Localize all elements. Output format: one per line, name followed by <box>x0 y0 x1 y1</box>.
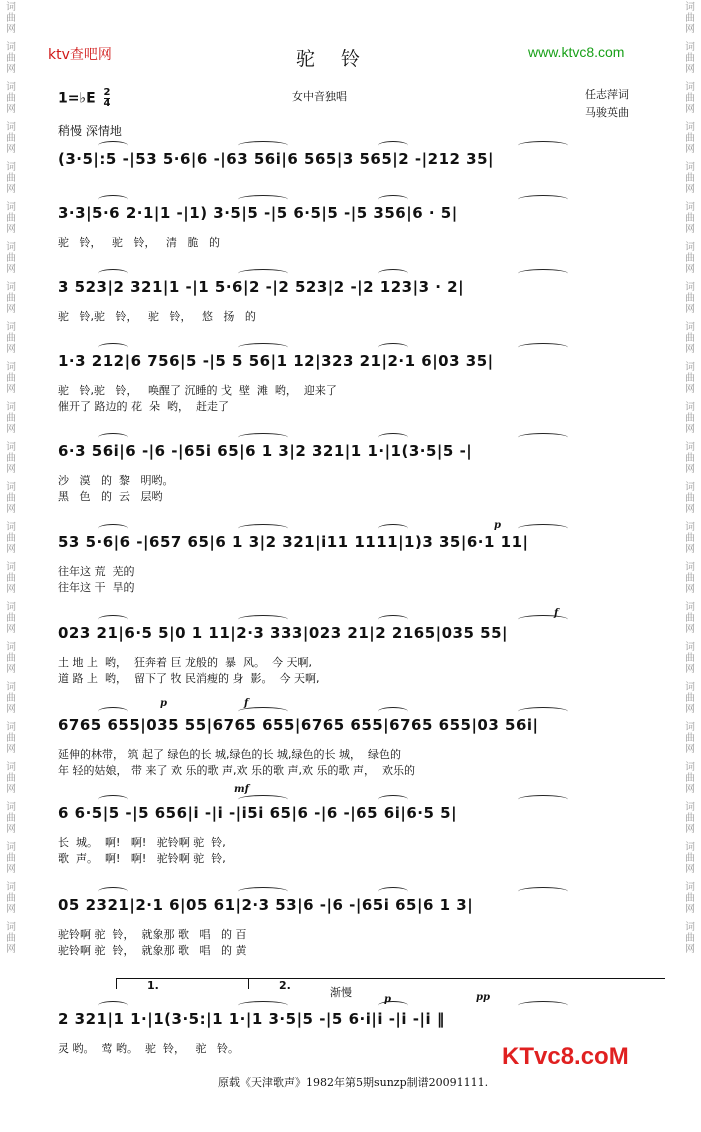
lyric-line-1: 长 城。 啊! 啊! 驼铃啊 驼 铃, <box>58 836 226 849</box>
slur-mark <box>98 195 128 204</box>
score-row <box>58 1010 634 1055</box>
dynamic-mark: p <box>494 520 501 531</box>
notation-line: 023 21|6·5 5|0 1 11|2·3 333|023 21|2 2165|035 55| <box>58 624 509 642</box>
ritardando-marking: 渐慢 <box>330 986 352 999</box>
slur-mark <box>518 524 568 533</box>
time-signature <box>104 88 111 109</box>
slur-mark <box>238 433 288 442</box>
slur-mark <box>518 433 568 442</box>
watermark-glyph: 词 曲 网 <box>685 842 695 875</box>
watermark-glyph: 词 曲 网 <box>6 842 16 875</box>
slur-mark <box>238 795 288 804</box>
watermark-glyph: 词 曲 网 <box>685 362 695 395</box>
watermark-glyph: 词 曲 网 <box>6 882 16 915</box>
score-row <box>58 150 634 168</box>
lyric-line-1: 往年这 荒 芜的 <box>58 565 135 578</box>
watermark-glyph: 词 曲 网 <box>685 442 695 475</box>
slur-mark <box>238 195 288 204</box>
watermark-glyph: 词 曲 网 <box>6 42 16 75</box>
watermark-glyph: 词 曲 网 <box>685 642 695 675</box>
key-signature <box>58 88 110 109</box>
lyric-line-1: 驼铃啊 驼 铃， 就象那 歌 唱 的 百 <box>58 928 247 941</box>
watermark-glyph: 词 曲 网 <box>685 202 695 235</box>
score-row <box>58 278 634 323</box>
slur-mark <box>518 707 568 716</box>
lyric-line-2: 黑 色 的 云 层哟 <box>58 490 163 503</box>
time-bottom: 4 <box>103 98 111 109</box>
dynamic-mark: p <box>160 698 167 709</box>
watermark-glyph: 词 曲 网 <box>685 722 695 755</box>
slur-mark <box>518 887 568 896</box>
score-row <box>58 352 634 413</box>
brand-right-url[interactable]: www.ktvc8.com <box>528 44 625 60</box>
lyric-line-2: 年 轻的姑娘， 带 来了 欢 乐的歌 声,欢 乐的歌 声,欢 乐的歌 声， 欢乐的 <box>58 764 415 777</box>
dynamic-mark: f <box>244 698 249 709</box>
watermark-glyph: 词 曲 网 <box>685 2 695 35</box>
slur-mark <box>98 433 128 442</box>
slur-mark <box>238 615 288 624</box>
watermark-glyph: 词 曲 网 <box>6 682 16 715</box>
slur-mark <box>378 141 408 150</box>
score-row <box>58 204 634 249</box>
watermark-glyph: 词 曲 网 <box>6 202 16 235</box>
slur-mark <box>98 141 128 150</box>
watermark-glyph: 词 曲 网 <box>685 602 695 635</box>
lyric-line-1: 沙 漠 的 黎 明哟。 <box>58 474 174 487</box>
watermark-glyph: 词 曲 网 <box>6 362 16 395</box>
side-watermark-left <box>0 0 22 1132</box>
slur-mark <box>98 887 128 896</box>
watermark-glyph: 词 曲 网 <box>6 722 16 755</box>
slur-mark <box>518 141 568 150</box>
score-row <box>58 624 634 685</box>
lyric-line-2: 往年这 干 旱的 <box>58 581 135 594</box>
lyricist: 任志萍词 <box>585 88 629 101</box>
brand-left[interactable]: ktv查吧网 <box>48 47 112 63</box>
side-watermark-right <box>679 0 701 1132</box>
lyric-line-2: 驼铃啊 驼 铃， 就象那 歌 唱 的 黄 <box>58 944 247 957</box>
notation-line: (3·5|:5 -|53 5·6|6 -|63 56i|6 565|3 565|2 -|212 35| <box>58 150 495 168</box>
lyric-line-1: 驼 铃， 驼 铃， 清 脆 的 <box>58 236 220 249</box>
watermark-glyph: 词 曲 网 <box>685 522 695 555</box>
slur-mark <box>518 615 568 624</box>
slur-mark <box>518 195 568 204</box>
score-row <box>58 533 634 594</box>
notation-line: 6765 655|035 55|6765 655|6765 655|6765 655|03 56i| <box>58 716 539 734</box>
volta-first-ending: 1. <box>116 978 265 989</box>
ktvc8-logo <box>500 1040 650 1074</box>
slur-mark <box>238 343 288 352</box>
lyric-line-1: 灵 哟。 莺 哟。 驼 铃， 驼 铃。 <box>58 1042 239 1055</box>
notation-line: 05 2321|2·1 6|05 61|2·3 53|6 -|6 -|65i 65|6 1 3| <box>58 896 474 914</box>
notation-line: 2 321|1 1·|1(3·5:|1 1·|1 3·5|5 -|5 6·i|i -|i -|i ‖ <box>58 1010 445 1028</box>
slur-mark <box>238 887 288 896</box>
lyric-line-1: 驼 铃,驼 铃， 驼 铃， 悠 扬 的 <box>58 310 256 323</box>
watermark-glyph: 词 曲 网 <box>6 482 16 515</box>
watermark-glyph: 词 曲 网 <box>6 2 16 35</box>
watermark-glyph: 词 曲 网 <box>6 562 16 595</box>
notation-line: 6·3 56i|6 -|6 -|65i 65|6 1 3|2 321|1 1·|1(3·5|5 -| <box>58 442 473 460</box>
watermark-glyph: 词 曲 网 <box>685 242 695 275</box>
watermark-glyph: 词 曲 网 <box>685 882 695 915</box>
watermark-glyph: 词 曲 网 <box>6 402 16 435</box>
volta-second-ending: 2. <box>248 978 665 989</box>
time-top: 2 <box>103 87 111 98</box>
slur-mark <box>378 195 408 204</box>
watermark-glyph: 词 曲 网 <box>6 522 16 555</box>
watermark-glyph: 词 曲 网 <box>6 322 16 355</box>
notation-line: 53 5·6|6 -|657 65|6 1 3|2 321|i11 1111|1)3 35|6·1 11| <box>58 533 529 551</box>
watermark-glyph: 词 曲 网 <box>685 922 695 955</box>
watermark-glyph: 词 曲 网 <box>685 82 695 115</box>
watermark-glyph: 词 曲 网 <box>6 242 16 275</box>
watermark-glyph: 词 曲 网 <box>6 602 16 635</box>
slur-mark <box>238 524 288 533</box>
slur-mark <box>98 615 128 624</box>
song-title: 驼 铃 <box>296 48 371 70</box>
dynamic-mark: pp <box>476 992 490 1003</box>
notation-line: 3·3|5·6 2·1|1 -|1) 3·5|5 -|5 6·5|5 -|5 356|6 · 5| <box>58 204 458 222</box>
lyric-line-2: 催开了 路边的 花 朵 哟， 赶走了 <box>58 400 229 413</box>
watermark-glyph: 词 曲 网 <box>685 162 695 195</box>
watermark-glyph: 词 曲 网 <box>6 762 16 795</box>
lyric-line-1: 土 地 上 哟， 狂奔着 巨 龙般的 暴 风。 今 天啊, <box>58 656 312 669</box>
slur-mark <box>378 343 408 352</box>
slur-mark <box>98 795 128 804</box>
lyric-line-1: 驼 铃,驼 铃， 唤醒了 沉睡的 戈 壁 滩 哟， 迎来了 <box>58 384 337 397</box>
notation-line: 6 6·5|5 -|5 656|i -|i -|i5i 65|6 -|6 -|65 6i|6·5 5| <box>58 804 458 822</box>
watermark-glyph: 词 曲 网 <box>6 442 16 475</box>
slur-mark <box>98 1001 128 1010</box>
key-text: 1=♭E <box>58 90 96 107</box>
watermark-glyph: 词 曲 网 <box>6 82 16 115</box>
watermark-glyph: 词 曲 网 <box>685 122 695 155</box>
slur-mark <box>238 1001 288 1010</box>
watermark-glyph: 词 曲 网 <box>6 922 16 955</box>
slur-mark <box>518 269 568 278</box>
watermark-glyph: 词 曲 网 <box>6 282 16 315</box>
slur-mark <box>98 524 128 533</box>
source-credit: 原载《天津歌声》1982年第5期sunzp制谱20091111. <box>218 1076 489 1089</box>
watermark-glyph: 词 曲 网 <box>6 122 16 155</box>
performance-note: 女中音独唱 <box>292 90 347 103</box>
lyric-line-2: 道 路 上 哟， 留下了 牧 民消瘦的 身 影。 今 天啊, <box>58 672 320 685</box>
lyric-line-2: 歌 声。 啊! 啊! 驼铃啊 驼 铃, <box>58 852 226 865</box>
slur-mark <box>518 795 568 804</box>
slur-mark <box>378 795 408 804</box>
slur-mark <box>98 269 128 278</box>
tempo-marking: 稍慢 深情地 <box>58 124 122 138</box>
score-row <box>58 716 634 777</box>
slur-mark <box>238 141 288 150</box>
watermark-glyph: 词 曲 网 <box>685 562 695 595</box>
slur-mark <box>378 524 408 533</box>
slur-mark <box>378 887 408 896</box>
dynamic-mark: mf <box>234 784 249 795</box>
watermark-glyph: 词 曲 网 <box>685 802 695 835</box>
slur-mark <box>98 343 128 352</box>
score-row <box>58 804 634 865</box>
watermark-glyph: 词 曲 网 <box>6 802 16 835</box>
watermark-glyph: 词 曲 网 <box>685 682 695 715</box>
slur-mark <box>378 433 408 442</box>
logo-text: KTvc8.coM <box>502 1043 629 1070</box>
watermark-glyph: 词 曲 网 <box>685 282 695 315</box>
dynamic-mark: f <box>554 608 559 619</box>
watermark-glyph: 词 曲 网 <box>685 402 695 435</box>
slur-mark <box>518 343 568 352</box>
slur-mark <box>378 707 408 716</box>
composer: 马骏英曲 <box>585 106 629 119</box>
lyric-line-1: 延伸的林带， 筑 起了 绿色的长 城,绿色的长 城,绿色的长 城， 绿色的 <box>58 748 401 761</box>
slur-mark <box>518 1001 568 1010</box>
slur-mark <box>378 615 408 624</box>
watermark-glyph: 词 曲 网 <box>685 322 695 355</box>
notation-line: 1·3 212|6 756|5 -|5 5 56|1 12|323 21|2·1 6|03 35| <box>58 352 494 370</box>
score-row <box>58 442 634 503</box>
slur-mark <box>98 707 128 716</box>
watermark-glyph: 词 曲 网 <box>6 642 16 675</box>
watermark-glyph: 词 曲 网 <box>685 42 695 75</box>
watermark-glyph: 词 曲 网 <box>685 762 695 795</box>
dynamic-mark: p <box>384 994 391 1005</box>
slur-mark <box>378 269 408 278</box>
score-row <box>58 896 634 957</box>
slur-mark <box>378 1001 408 1010</box>
watermark-glyph: 词 曲 网 <box>685 482 695 515</box>
watermark-glyph: 词 曲 网 <box>6 162 16 195</box>
notation-line: 3 523|2 321|1 -|1 5·6|2 -|2 523|2 -|2 123|3 · 2| <box>58 278 465 296</box>
slur-mark <box>238 269 288 278</box>
